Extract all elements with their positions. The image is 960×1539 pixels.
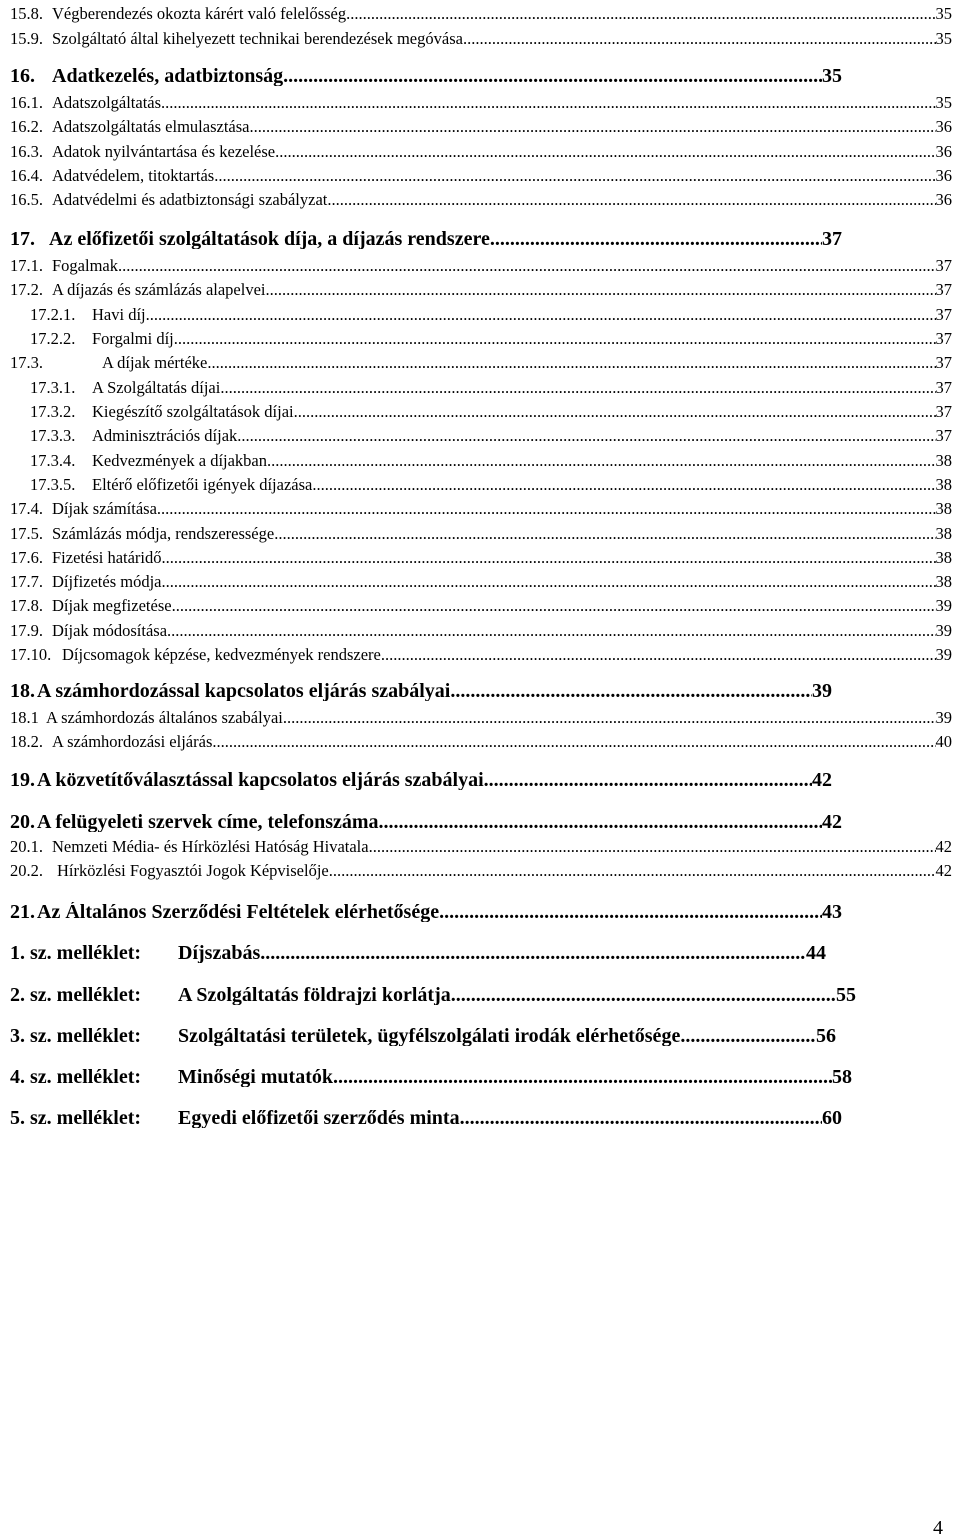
toc-entry-title: A díjazás és számlázás alapelvei (52, 282, 266, 299)
toc-entry-page: 35 (935, 31, 952, 48)
toc-dot-leader (161, 95, 935, 112)
toc-dot-leader (451, 985, 836, 1005)
toc-entry[interactable] (10, 839, 952, 856)
toc-entry[interactable] (30, 380, 952, 397)
toc-entry-title: Hírközlési Fogyasztói Jogok Képviselője (57, 863, 329, 880)
toc-entry-page: 60 (822, 1108, 842, 1128)
toc-entry[interactable] (10, 282, 952, 299)
toc-entry-page: 39 (935, 647, 952, 664)
toc-entry-title: Adatvédelem, titoktartás (52, 168, 215, 185)
toc-entry[interactable] (10, 1108, 842, 1128)
toc-entry[interactable] (10, 95, 952, 112)
toc-entry-page: 43 (822, 902, 842, 922)
toc-dot-leader (162, 574, 936, 591)
toc-entry-number: 17.1. (10, 258, 43, 275)
toc-dot-leader (484, 770, 812, 790)
toc-entry-title: Havi díj (92, 307, 146, 324)
toc-entry-number: 18. (10, 681, 35, 701)
toc-entry-number: 17.3.4. (30, 453, 76, 470)
toc-entry[interactable] (10, 550, 952, 567)
toc-entry-title: Számlázás módja, rendszeressége (52, 526, 275, 543)
toc-entry-title: Egyedi előfizetői szerződés minta (178, 1108, 460, 1128)
page-number: 4 (933, 1517, 943, 1539)
toc-entry-page: 38 (935, 526, 952, 543)
toc-entry-number: 17.6. (10, 550, 43, 567)
toc-entry[interactable] (30, 307, 952, 324)
toc-entry-number: 17.9. (10, 623, 43, 640)
toc-entry[interactable] (30, 453, 952, 470)
toc-entry-title: A számhordozás általános szabályai (46, 710, 283, 727)
toc-entry[interactable] (10, 902, 842, 922)
toc-dot-leader (460, 1108, 822, 1128)
toc-dot-leader (146, 307, 936, 324)
toc-dot-leader (274, 526, 935, 543)
toc-dot-leader (490, 229, 822, 249)
toc-entry-page: 42 (822, 812, 842, 832)
toc-dot-leader (118, 258, 936, 275)
toc-entry-number: 21. (10, 902, 35, 922)
toc-entry[interactable] (10, 574, 952, 591)
toc-entry-number: 19. (10, 770, 35, 790)
toc-entry-number: 15.8. (10, 6, 43, 23)
toc-entry-page: 36 (935, 144, 952, 161)
toc-entry-page: 37 (935, 380, 952, 397)
toc-entry-number: 17.4. (10, 501, 43, 518)
toc-entry-page: 37 (935, 404, 952, 421)
toc-entry-page: 56 (816, 1026, 836, 1046)
toc-entry[interactable] (10, 681, 832, 701)
toc-entry-number: 16.3. (10, 144, 43, 161)
toc-entry-page: 38 (935, 477, 952, 494)
toc-entry[interactable] (30, 428, 952, 445)
toc-dot-leader (680, 1026, 816, 1046)
toc-entry-title: Forgalmi díj (92, 331, 174, 348)
toc-dot-leader (157, 501, 936, 518)
toc-entry-page: 42 (935, 839, 952, 856)
toc-dot-leader (283, 710, 936, 727)
toc-entry-page: 39 (935, 710, 952, 727)
toc-dot-leader (294, 404, 936, 421)
toc-dot-leader (346, 6, 935, 23)
toc-entry-number: 16.4. (10, 168, 43, 185)
toc-entry-number: 17.8. (10, 598, 43, 615)
toc-entry[interactable] (10, 863, 952, 880)
toc-entry[interactable] (10, 144, 952, 161)
toc-entry[interactable] (30, 477, 952, 494)
toc-entry[interactable] (10, 943, 826, 963)
toc-dot-leader (212, 734, 935, 751)
toc-entry-page: 58 (832, 1067, 852, 1087)
toc-entry-number: 17.2.1. (30, 307, 76, 324)
toc-entry-number: 18.1 (10, 710, 39, 727)
toc-entry-number: 17.3.5. (30, 477, 76, 494)
toc-entry-page: 39 (935, 598, 952, 615)
toc-entry-title: A felügyeleti szervek címe, telefonszáma (37, 812, 379, 832)
toc-entry-number: 16.2. (10, 119, 43, 136)
toc-entry-title: A számhordozási eljárás (52, 734, 213, 751)
toc-entry-number: 17.3.2. (30, 404, 76, 421)
toc-entry-number: 17.3.1. (30, 380, 76, 397)
toc-entry-page: 37 (935, 428, 952, 445)
toc-entry[interactable] (10, 66, 842, 86)
toc-entry-title: A díjak mértéke (102, 355, 208, 372)
toc-entry[interactable] (10, 812, 842, 832)
toc-entry[interactable] (10, 623, 952, 640)
toc-dot-leader (369, 839, 936, 856)
toc-entry-page: 37 (935, 282, 952, 299)
toc-entry-number: 17. (10, 229, 35, 249)
toc-entry-number: 1. sz. melléklet: (10, 943, 142, 963)
toc-entry[interactable] (10, 229, 842, 249)
toc-entry-number: 18.2. (10, 734, 43, 751)
toc-entry[interactable] (10, 119, 952, 136)
toc-entry-title: Az Általános Szerződési Feltételek elérhetősége (37, 902, 440, 922)
toc-entry-page: 44 (806, 943, 826, 963)
toc-entry-number: 5. sz. melléklet: (10, 1108, 142, 1128)
toc-entry-number: 17.5. (10, 526, 43, 543)
toc-entry[interactable] (10, 501, 952, 518)
toc-entry[interactable] (10, 710, 952, 727)
toc-entry-title: Szolgáltató által kihelyezett technikai berendezések megóvása (52, 31, 463, 48)
toc-entry-number: 4. sz. melléklet: (10, 1067, 142, 1087)
toc-dot-leader (174, 331, 936, 348)
toc-entry-title: A közvetítőválasztással kapcsolatos eljárás szabályai (37, 770, 484, 790)
toc-entry[interactable] (10, 31, 952, 48)
toc-dot-leader (214, 168, 935, 185)
toc-entry-number: 16.1. (10, 95, 43, 112)
toc-entry-title: Az előfizetői szolgáltatások díja, a díjazás rendszere (49, 229, 490, 249)
toc-entry-number: 17.10. (10, 647, 52, 664)
toc-entry-number: 20.2. (10, 863, 43, 880)
toc-dot-leader (167, 623, 935, 640)
toc-entry-page: 42 (812, 770, 832, 790)
toc-entry-title: Fogalmak (52, 258, 118, 275)
toc-entry-title: Adatkezelés, adatbiztonság (52, 66, 284, 86)
toc-entry-page: 38 (935, 453, 952, 470)
toc-entry-title: A Szolgáltatás földrajzi korlátja (178, 985, 451, 1005)
toc-entry-number: 20.1. (10, 839, 43, 856)
toc-dot-leader (439, 902, 822, 922)
toc-dot-leader (333, 1067, 832, 1087)
toc-entry[interactable] (30, 404, 952, 421)
toc-entry[interactable] (10, 598, 952, 615)
toc-entry-number: 17.7. (10, 574, 43, 591)
toc-entry-title: Díjak megfizetése (52, 598, 172, 615)
toc-entry[interactable] (10, 647, 952, 664)
toc-dot-leader (237, 428, 935, 445)
toc-entry[interactable] (10, 770, 832, 790)
toc-dot-leader (283, 66, 822, 86)
toc-entry-page: 38 (935, 574, 952, 591)
toc-entry-title: Adatvédelmi és adatbiztonsági szabályzat (52, 192, 328, 209)
toc-dot-leader (267, 453, 935, 470)
toc-entry-title: Eltérő előfizetői igények díjazása (92, 477, 313, 494)
toc-entry-title: Nemzeti Média- és Hírközlési Hatóság Hivatala (52, 839, 369, 856)
toc-entry-page: 40 (935, 734, 952, 751)
toc-dot-leader (220, 380, 935, 397)
toc-entry-number: 20. (10, 812, 35, 832)
toc-dot-leader (260, 943, 806, 963)
toc-entry-title: Adminisztrációs díjak (92, 428, 238, 445)
toc-entry-number: 2. sz. melléklet: (10, 985, 142, 1005)
toc-dot-leader (312, 477, 935, 494)
toc-entry-page: 36 (935, 168, 952, 185)
toc-dot-leader (266, 282, 936, 299)
toc-entry-page: 35 (822, 66, 842, 86)
toc-entry[interactable] (10, 526, 952, 543)
toc-entry-page: 35 (935, 95, 952, 112)
toc-dot-leader (249, 119, 935, 136)
toc-entry-page: 37 (935, 258, 952, 275)
toc-entry-title: Végberendezés okozta kárért való felelősség (52, 6, 347, 23)
toc-entry[interactable] (10, 734, 952, 751)
toc-entry[interactable] (30, 331, 952, 348)
toc-entry-title: A Szolgáltatás díjai (92, 380, 221, 397)
toc-entry-title: Díjak módosítása (52, 623, 168, 640)
toc-dot-leader (450, 681, 812, 701)
toc-entry-page: 37 (935, 331, 952, 348)
toc-entry-page: 38 (935, 550, 952, 567)
toc-entry-page: 39 (935, 623, 952, 640)
toc-entry-number: 16. (10, 66, 35, 86)
toc-entry-title: Minőségi mutatók (178, 1067, 333, 1087)
toc-entry[interactable] (10, 1026, 836, 1046)
toc-dot-leader (463, 31, 936, 48)
toc-entry-title: Adatok nyilvántartása és kezelése (52, 144, 276, 161)
toc-entry-page: 36 (935, 119, 952, 136)
toc-entry[interactable] (10, 6, 952, 23)
toc-entry-title: Díjfizetés módja (52, 574, 162, 591)
toc-entry-page: 55 (836, 985, 856, 1005)
toc-entry-title: Kiegészítő szolgáltatások díjai (92, 404, 294, 421)
toc-entry-number: 17.3. (10, 355, 43, 372)
toc-entry-title: Adatszolgáltatás elmulasztása (52, 119, 250, 136)
toc-entry-title: A számhordozással kapcsolatos eljárás szabályai (37, 681, 451, 701)
toc-entry[interactable] (10, 985, 856, 1005)
toc-entry[interactable] (10, 1067, 852, 1087)
toc-entry-number: 15.9. (10, 31, 43, 48)
toc-entry-number: 16.5. (10, 192, 43, 209)
toc-entry-page: 37 (822, 229, 842, 249)
toc-dot-leader (207, 355, 935, 372)
toc-entry-page: 39 (812, 681, 832, 701)
toc-entry-title: Kedvezmények a díjakban (92, 453, 268, 470)
toc-entry-title: Díjszabás (178, 943, 261, 963)
toc-entry-title: Díjcsomagok képzése, kedvezmények rendszere (62, 647, 381, 664)
toc-dot-leader (327, 192, 935, 209)
toc-entry[interactable] (10, 168, 952, 185)
toc-entry-page: 42 (935, 863, 952, 880)
toc-entry-title: Fizetési határidő (52, 550, 162, 567)
toc-dot-leader (162, 550, 936, 567)
toc-entry-page: 37 (935, 307, 952, 324)
toc-entry-number: 17.2.2. (30, 331, 76, 348)
toc-dot-leader (172, 598, 936, 615)
toc-entry[interactable] (10, 355, 952, 372)
toc-entry-number: 17.2. (10, 282, 43, 299)
toc-entry-number: 17.3.3. (30, 428, 76, 445)
toc-dot-leader (379, 812, 822, 832)
toc-dot-leader (381, 647, 936, 664)
toc-dot-leader (329, 863, 936, 880)
toc-entry-title: Adatszolgáltatás (52, 95, 162, 112)
toc-entry-page: 36 (935, 192, 952, 209)
toc-entry-page: 35 (935, 6, 952, 23)
toc-entry-title: Szolgáltatási területek, ügyfélszolgálati irodák elérhetősége (178, 1026, 681, 1046)
toc-entry-page: 38 (935, 501, 952, 518)
toc-entry[interactable] (10, 258, 952, 275)
toc-dot-leader (275, 144, 935, 161)
toc-entry[interactable] (10, 192, 952, 209)
toc-entry-page: 37 (935, 355, 952, 372)
toc-entry-title: Díjak számítása (52, 501, 157, 518)
toc-entry-number: 3. sz. melléklet: (10, 1026, 142, 1046)
